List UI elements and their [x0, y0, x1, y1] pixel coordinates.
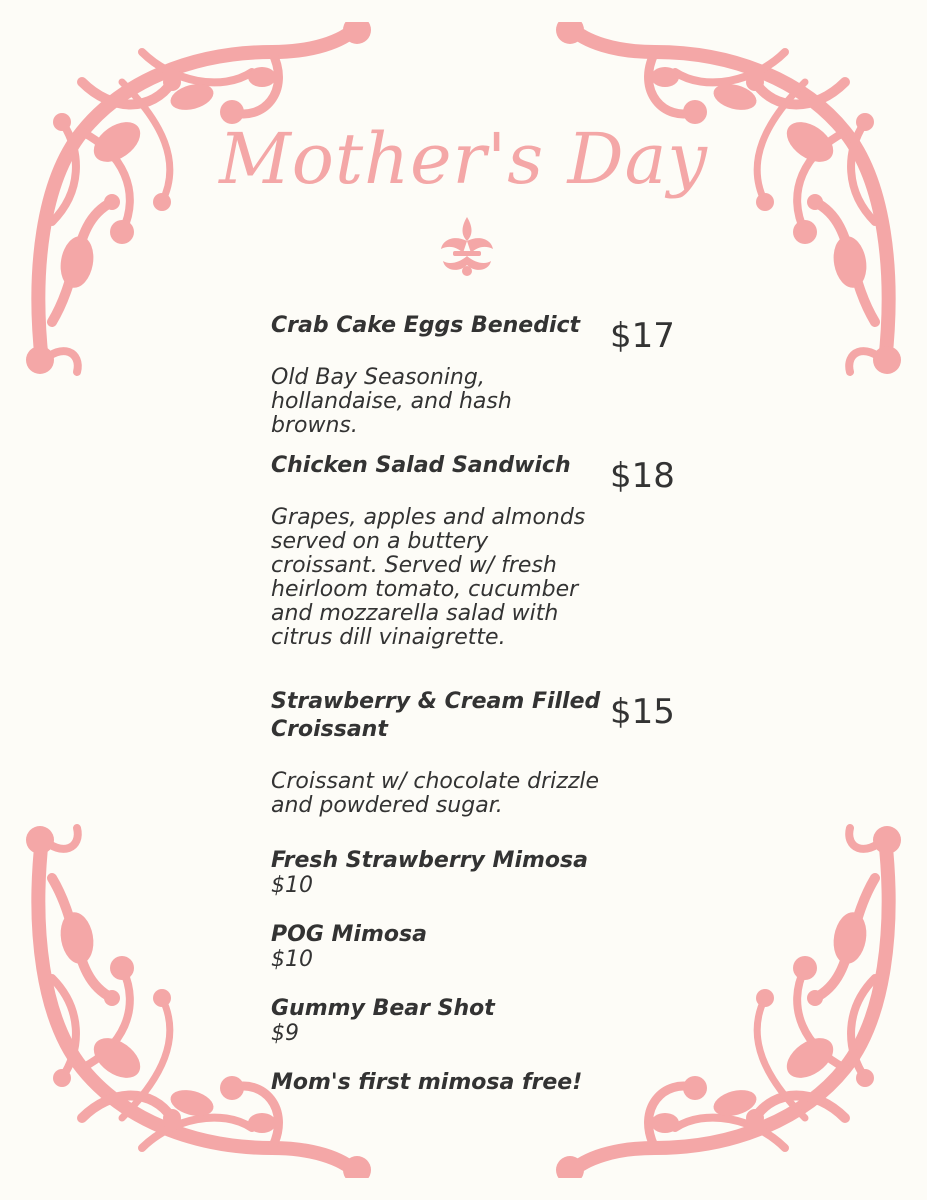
drink-name: Gummy Bear Shot	[271, 996, 495, 1021]
drink-price: $9	[271, 1021, 299, 1046]
promo-note: Mom's first mimosa free!	[271, 1070, 583, 1095]
menu-item-description: Grapes, apples and almonds served on a buttery croissant. Served w/ fresh heirloom tomato, cucumber and mozzarella salad with citrus dill vinaigrette.	[271, 505, 586, 650]
drink-price: $10	[271, 947, 313, 972]
drink-item	[271, 848, 691, 898]
drink-item	[271, 996, 691, 1046]
menu-item	[271, 688, 691, 848]
menu-list	[271, 312, 691, 1096]
menu-item	[271, 452, 691, 688]
fleur-ornament-icon	[435, 215, 499, 279]
menu-item	[271, 312, 691, 452]
drink-name: POG Mimosa	[271, 922, 427, 947]
menu-item-price: $17	[610, 316, 675, 356]
drink-name: Fresh Strawberry Mimosa	[271, 848, 588, 873]
drink-price: $10	[271, 873, 313, 898]
menu-item-price: $18	[610, 456, 675, 496]
menu-item-description: Croissant w/ chocolate drizzle and powdered sugar.	[271, 769, 600, 818]
menu-item-name: Crab Cake Eggs Benedict	[271, 313, 581, 338]
page-title: Mother's Day	[219, 118, 708, 200]
menu-item-name: Chicken Salad Sandwich	[271, 453, 571, 478]
menu-item-name: Strawberry & Cream Filled Croissant	[271, 689, 601, 742]
menu-item-price: $15	[610, 692, 675, 732]
menu-item-description: Old Bay Seasoning, hollandaise, and hash browns.	[271, 365, 512, 438]
drink-item	[271, 922, 691, 972]
